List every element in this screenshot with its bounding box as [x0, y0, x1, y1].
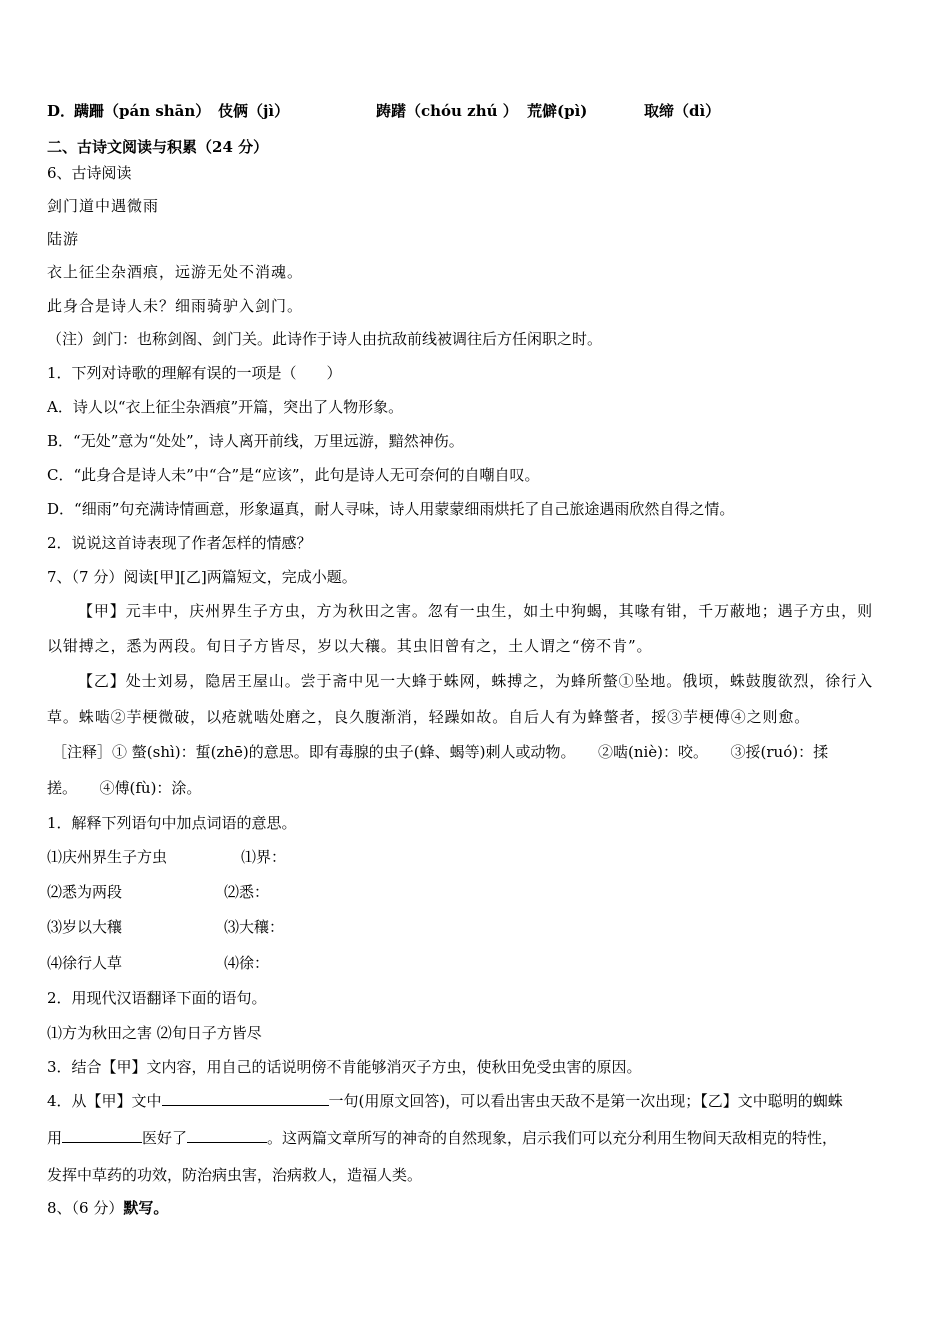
q7-sub4-text-e: 。这两篇文章所写的神奇的自然现象，启示我们可以充分利用生物间天敌相克的特性，	[267, 1129, 838, 1147]
q7-item-1-phrase: ⑴庆州界生子方虫	[47, 848, 168, 866]
poem-line-1: 衣上征尘杂酒痕，远游无处不消魂。	[47, 263, 304, 281]
option-d-word-5: 取缔（dì）	[644, 102, 721, 120]
q7-item-1-answer: ⑴界：	[241, 848, 287, 866]
q6-option-a: A．诗人以“衣上征尘杂酒痕”开篇，突出了人物形象。	[47, 398, 404, 416]
poem-author: 陆游	[47, 230, 80, 248]
q6-option-c: C．“此身合是诗人未”中“合”是“应该”，此句是诗人无可奈何的自嘲自叹。	[47, 466, 540, 484]
q7-sub2-items: ⑴方为秋田之害 ⑵旬日子方皆尽	[47, 1024, 262, 1042]
q7-sub4-text-a: 4．从【甲】文中	[47, 1092, 162, 1110]
passage-yi-line-1: 【乙】处士刘易，隐居王屋山。尝于斋中见一大蜂于蛛网，蛛搏之，为蜂所螫①坠地。俄顷，蛛鼓腹欲烈，徐行入	[78, 672, 874, 690]
q6-option-d: D．“细雨”句充满诗情画意，形象逼真，耐人寻味，诗人用蒙蒙细雨烘托了自己旅途遇雨欣然自得之情。	[47, 500, 735, 518]
q6-heading: 6、古诗阅读	[47, 164, 132, 182]
answer-blank-2[interactable]	[62, 1128, 142, 1143]
q6-sub1: 1．下列对诗歌的理解有误的一项是（ ）	[47, 364, 342, 382]
q8-number: 8、（6 分）	[47, 1199, 124, 1217]
q7-item-4-phrase: ⑷徐行人草	[47, 954, 123, 972]
poem-note: （注）剑门：也称剑阁、剑门关。此诗作于诗人由抗敌前线被调往后方任闲职之时。	[47, 330, 603, 348]
q7-sub1: 1．解释下列语句中加点词语的意思。	[47, 814, 297, 832]
passage-note-line-1: ［注释］① 螫(shì)：蜇(zhē)的意思。即有毒腺的虫子(蜂、蝎等)刺人或动物。 ②啮(niè)：咬。 ③挼(ruó)：揉	[52, 743, 829, 761]
option-d-word-3: 踌躇（chóu zhú ）	[376, 102, 518, 120]
q7-sub4-text-b: 一句(用原文回答)，可以看出害虫天敌不是第一次出现；【乙】文中聪明的蜘蛛	[328, 1092, 843, 1110]
answer-blank-1[interactable]	[162, 1091, 329, 1106]
option-d-label: D．	[47, 102, 76, 120]
section-2-title: 二、古诗文阅读与积累（24 分）	[47, 138, 269, 156]
answer-blank-3[interactable]	[187, 1128, 267, 1143]
q7-heading: 7、（7 分）阅读[甲][乙]两篇短文，完成小题。	[47, 568, 357, 586]
q7-sub4-line-1	[47, 1091, 843, 1111]
option-d-word-4: 荒僻(pì)	[527, 102, 588, 120]
q7-sub4-line-3: 发挥中草药的功效，防治病虫害，治病救人，造福人类。	[47, 1166, 423, 1184]
q7-sub3: 3．结合【甲】文内容，用自己的话说明傍不肯能够消灭子方虫，使秋田免受虫害的原因。	[47, 1058, 642, 1076]
option-d-word-2: 伎俩（jì）	[218, 102, 290, 120]
q6-option-b: B．“无处”意为“处处”，诗人离开前线，万里远游，黯然神伤。	[47, 432, 464, 450]
q7-sub4-text-d: 医好了	[142, 1129, 188, 1147]
q8-heading	[47, 1198, 168, 1218]
q8-title: 默写。	[123, 1199, 169, 1217]
q7-sub2: 2．用现代汉语翻译下面的语句。	[47, 989, 267, 1007]
poem-line-2: 此身合是诗人未？细雨骑驴入剑门。	[47, 297, 304, 315]
q7-item-3-phrase: ⑶岁以大穰	[47, 918, 123, 936]
passage-yi-line-2: 草。蛛啮②芋梗微破，以疮就啮处磨之，良久腹渐消，轻躁如故。自后人有为蜂螫者，挼③芋梗傅④之则愈。	[47, 708, 811, 726]
q7-item-4-answer: ⑷徐：	[224, 954, 270, 972]
option-d-word-1: 蹒跚（pán shān）	[74, 102, 211, 120]
q7-item-2-answer: ⑵悉：	[224, 883, 270, 901]
passage-jia-line-2: 以钳搏之，悉为两段。旬日子方皆尽，岁以大穰。其虫旧曾有之，土人谓之“傍不肯”。	[47, 637, 653, 655]
poem-title: 剑门道中遇微雨	[47, 197, 160, 215]
q7-item-3-answer: ⑶大穰：	[224, 918, 285, 936]
q7-sub4-line-2	[47, 1128, 837, 1148]
passage-note-line-2: 搓。 ④傅(fù)：涂。	[47, 779, 202, 797]
q6-sub2: 2．说说这首诗表现了作者怎样的情感？	[47, 534, 312, 552]
passage-jia-line-1: 【甲】元丰中，庆州界生子方虫，方为秋田之害。忽有一虫生，如土中狗蝎，其喙有钳，千万蔽地；遇子方虫，则	[78, 602, 874, 620]
q7-sub4-text-c: 用	[47, 1129, 63, 1147]
q7-item-2-phrase: ⑵悉为两段	[47, 883, 123, 901]
